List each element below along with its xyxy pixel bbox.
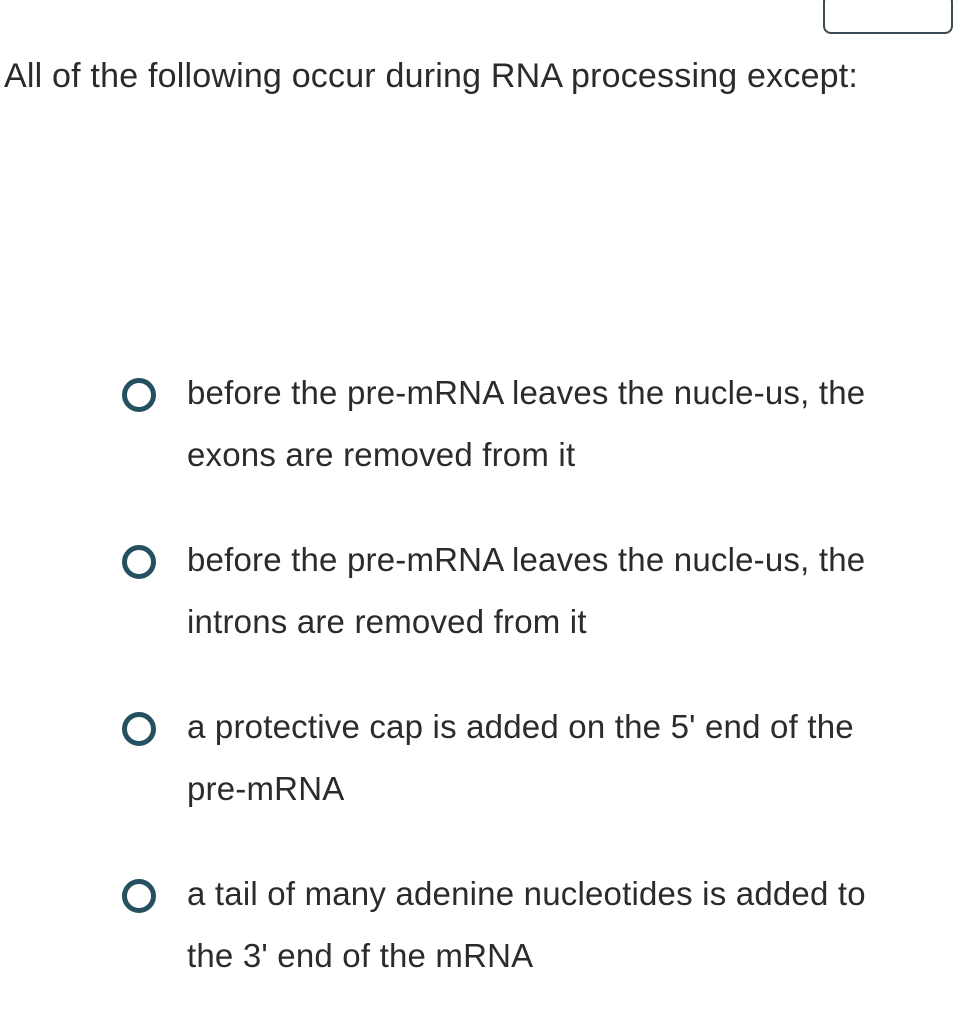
radio-button-icon[interactable] <box>122 712 156 746</box>
answer-option-2[interactable] <box>122 529 942 696</box>
answer-option-label: before the pre-mRNA leaves the nucle-us, the introns are removed from it <box>187 541 866 640</box>
answer-option-label: before the pre-mRNA leaves the nucle-us, the exons are removed from it <box>187 374 866 473</box>
question-text: All of the following occur during RNA processing except: <box>4 57 859 95</box>
top-right-box[interactable] <box>823 0 953 34</box>
radio-button-icon[interactable] <box>122 545 156 579</box>
answer-option-label: a tail of many adenine nucleotides is added to the 3' end of the mRNA <box>187 875 866 974</box>
answer-options <box>122 362 942 1030</box>
answer-option-1[interactable] <box>122 362 942 529</box>
radio-button-icon[interactable] <box>122 879 156 913</box>
answer-option-4[interactable] <box>122 863 942 1030</box>
radio-button-icon[interactable] <box>122 378 156 412</box>
answer-option-3[interactable] <box>122 696 942 863</box>
answer-option-label: a protective cap is added on the 5' end of the pre-mRNA <box>187 708 854 807</box>
